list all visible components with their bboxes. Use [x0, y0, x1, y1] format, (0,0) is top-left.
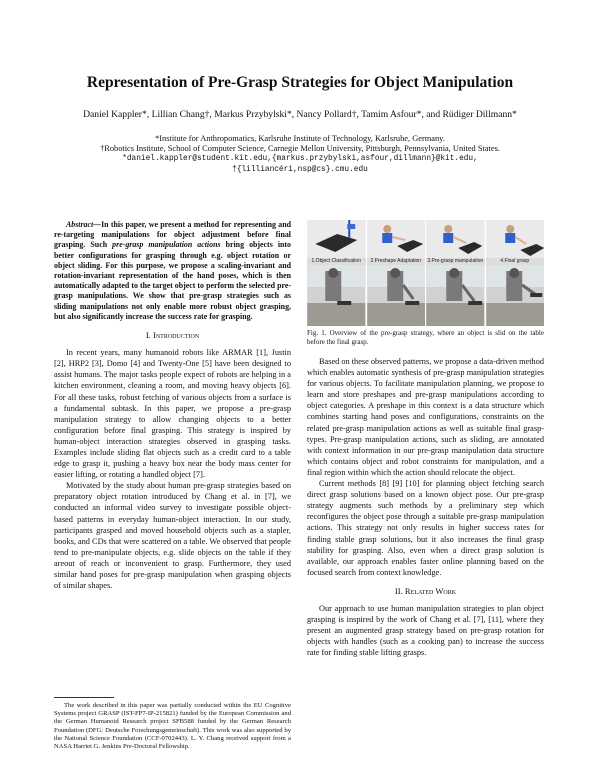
render-object-classification: [307, 220, 366, 258]
footnote-rule: [54, 697, 114, 698]
photo-robot-step-4: [486, 265, 545, 326]
footnote: The work described in this paper was partially conducted within the EU Cognitive Systems project GRASP (IST-FP7-IP-215821) funded by the European Commission and the German Humanoid Research project SFB588 funded by the German Research Foundation (DFG: Deutsche Forschungsgemeinschaft). This work was also supported by the National Science Foundation (CCF-0702443). L. Y. Chang received support from a NASA Harriet G. Jenkins Pre-Doctoral Fellowship.: [54, 702, 291, 751]
affiliation-cmu: †Robotics Institute, School of Computer Science, Carnegie Mellon University, Pittsburgh, Pennsylvania, United States.: [100, 144, 500, 153]
right-paragraph-1: Based on these observed patterns, we propose a data-driven method which enables automatic synthesis of pre-grasp manipulation strategies for various objects. To facilitate manipulation planning, we propose to learn and store preshapes and pre-grasp manipulations according to object categories. A preshape in this context is a data structure which combines starting hand poses and configurations, constraints on the related pre-grasp manipulation actions as well as suitable final grasp-types. Pre-grasp manipulation actions, such as sliding, are annotated with context information in our pre-grasp manipulation data structure which contains object and robot constraints for manipulation, and a final region within which the action should relocate the object.: [307, 357, 544, 477]
photo-robot-step-1: [307, 265, 366, 326]
photo-robot-step-3: [426, 265, 485, 326]
abstract-emphasis: pre-grasp manipulation actions: [112, 240, 221, 250]
section-heading-related-work: II. Related Work: [394, 585, 457, 596]
email-line-cmu: †{lilliancéri,nsp@cs}.cmu.edu: [232, 166, 368, 174]
abstract: [54, 220, 291, 322]
figure-render-row: [307, 220, 544, 258]
right-paragraph-2: Current methods [8] [9] [10] for planning object fetching search direct grasp solutions based on a known object pose. Our pre-grasp strategy augments such methods by a preliminary step which reconfigures the object pose through a suitable pre-grasp manipulation actions. This strategy not only results in higher success rates for finding stable grasp solutions, but it also increases the final grasp stability for grasping. Also, even when a direct grasp solution is available, our approach enables faster online planning based on the focused search from context knowledge.: [307, 479, 544, 577]
email-line-kit: *daniel.kappler@student.kit.edu,{markus.przybylski,asfour,dillmann}@kit.edu,: [122, 155, 478, 163]
paper-title: Representation of Pre-Grasp Strategies for Object Manipulation: [86, 74, 514, 91]
abstract-text-1: In this paper, we present a method for representing and re-targeting manipulations for object adjustment before final grasping. Such: [54, 220, 291, 250]
abstract-text-2: bring objects into better configurations for grasping through e.g. object rotation or object sliding. For this purpose, we propose a scaling-invariant and rotation-invariant representation of the hand poses, which is then automatically adapted to the target object to perform the selected pre-grasp manipulations. We show that pre-grasp strategies such as sliding manipulations not only enable more robust object grasping, but also significantly increase the success rate for grasping.: [54, 240, 291, 321]
section-heading-introduction: I. Introduction: [145, 330, 200, 341]
panel-label-3: 3.Pre-grasp manipulation: [427, 258, 484, 264]
figure-photo-row: [307, 265, 544, 326]
intro-paragraph-2: Motivated by the study about human pre-grasp strategies based on preparatory object rotation introduced by Chang et al. in [7], we conducted an informal video survey to investigate possible object-based patterns in everyday human-object interaction. In our study, participants grasped and moved household objects such as a stapler, books, and CDs that were scattered on a table. We observed that people tend to pre-manipulate objects, e.g. slide objects on the table if they areout of reach or inconvenient to grasp. Furthermore, they used similar hand poses for pre-grasp manipulation when grasping objects of similar shapes.: [54, 481, 291, 591]
figure-1: [307, 220, 544, 347]
abstract-label: Abstract—: [66, 220, 102, 229]
left-column: [54, 220, 291, 591]
render-preshape-adaptation: [367, 220, 426, 258]
intro-paragraph-1: In recent years, many humanoid robots like ARMAR [1], Justin [2], HRP2 [3], Domo [4] and Twenty-One [5] have been designed to assist humans. The major tasks people expect of robots are helping in a kitchen environment, cleaning a room, and moving heavy objects [6]. For all these tasks, robust fetching of various objects from a surface is a fundamental subtask. In this paper, we propose a pre-grasp manipulation strategy to allow changing objects to a better configuration before final grasping. This strategy is inspired by human-object interaction strategies observed in grasping tasks. Examples include sliding flat objects such as a credit card to a table edge to grasp it, pushing a heavy box near the body mass center for easier lifting, or rotating a handled object [7].: [54, 348, 291, 480]
photo-robot-step-2: [367, 265, 426, 326]
panel-label-1: 1.Object Classification: [307, 258, 366, 265]
render-pregrasp-manipulation: [426, 220, 485, 258]
figure-caption: Fig. 1. Overview of the pre-grasp strategy, where an object is slid on the table before the final grasp.: [307, 328, 544, 346]
panel-label-2: 2.Preshape Adaptation: [367, 258, 426, 265]
affiliation-kit: *Institute for Anthropomatics, Karlsruhe Institute of Technology, Karlsruhe, Germany.: [155, 134, 445, 143]
related-work-paragraph: Our approach to use human manipulation strategies to plan object grasping is inspired by the work of Chang et al. [7], [11], where they present an augmented grasp strategy based on pre-grasp rotation for objects with handles (such as a cooking pan) to increase the success rate for finding stable lifting grasps.: [307, 603, 544, 658]
right-column: [307, 356, 544, 658]
panel-label-4: 4.Final grasp: [486, 258, 545, 265]
author-list: Daniel Kappler*, Lillian Chang†, Markus Przybylski*, Nancy Pollard†, Tamim Asfour*, and Rüdiger Dillmann*: [83, 109, 517, 120]
render-final-grasp: [486, 220, 545, 258]
